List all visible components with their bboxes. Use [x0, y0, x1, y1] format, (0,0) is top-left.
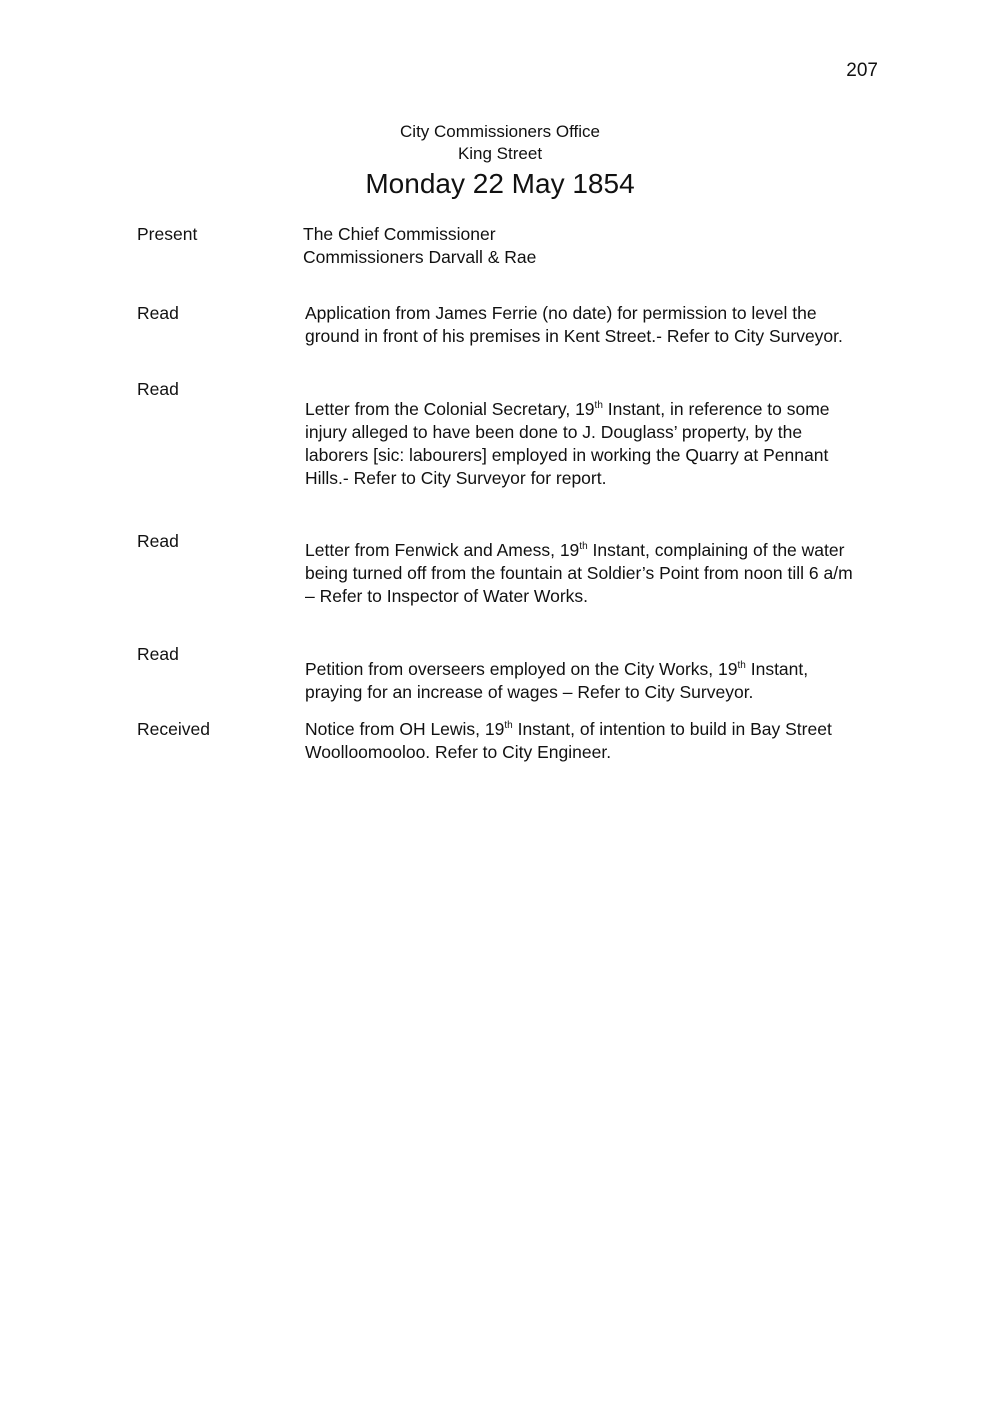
entry-label: Present — [137, 224, 198, 244]
ordinal-suffix: th — [594, 400, 603, 412]
entry-label: Read — [137, 531, 179, 551]
entry-line: Hills.- Refer to City Surveyor for report. — [305, 468, 607, 488]
entry-line: Commissioners Darvall & Rae — [303, 247, 537, 267]
document-header — [0, 121, 1000, 201]
entry-line-start: Notice from OH Lewis, 19 — [305, 719, 505, 739]
entry-line-start: Petition from overseers employed on the City Works, 19 — [305, 659, 738, 679]
ordinal-suffix: th — [737, 660, 746, 672]
page-number: 207 — [846, 60, 878, 81]
entry-label: Read — [137, 303, 179, 323]
entry-line — [305, 398, 895, 421]
entry-line: praying for an increase of wages – Refer to City Surveyor. — [305, 682, 754, 702]
entry-label: Received — [137, 719, 210, 739]
entry-line-end: Instant, complaining of the water — [587, 540, 845, 560]
ordinal-suffix: th — [579, 541, 588, 553]
entry-line: Application from James Ferrie (no date) for permission to level the — [305, 303, 817, 323]
entry-line-end: Instant, in reference to some — [602, 399, 830, 419]
entry-label: Read — [137, 644, 179, 664]
entry-line — [305, 658, 895, 681]
entry-line-end: Instant, — [745, 659, 809, 679]
entry-line: ground in front of his premises in Kent Street.- Refer to City Surveyor. — [305, 326, 843, 346]
entry-line: being turned off from the fountain at Soldier’s Point from noon till 6 a/m — [305, 563, 853, 583]
entry-line-end: Instant, of intention to build in Bay Street — [512, 719, 832, 739]
ordinal-suffix: th — [504, 720, 513, 732]
entry-line: Woolloomooloo. Refer to City Engineer. — [305, 742, 612, 762]
entry-line-start: Letter from the Colonial Secretary, 19 — [305, 399, 595, 419]
office-street: King Street — [457, 144, 543, 163]
entry-line — [305, 539, 895, 562]
entry-line: laborers [sic: labourers] employed in working the Quarry at Pennant — [305, 445, 829, 465]
entry-text — [303, 223, 893, 269]
entry-text — [305, 718, 895, 764]
entry-text — [305, 539, 895, 608]
entry-text — [305, 398, 895, 490]
entry-text — [305, 302, 895, 348]
entry-line: The Chief Commissioner — [303, 224, 496, 244]
entry-line: – Refer to Inspector of Water Works. — [305, 586, 589, 606]
entry-label: Read — [137, 379, 179, 399]
entry-line-start: Letter from Fenwick and Amess, 19 — [305, 540, 580, 560]
office-name: City Commissioners Office — [400, 122, 600, 141]
entry-line: injury alleged to have been done to J. Douglass’ property, by the — [305, 422, 803, 442]
entry-text — [305, 658, 895, 704]
meeting-date: Monday 22 May 1854 — [365, 168, 635, 199]
entry-line — [305, 718, 895, 741]
